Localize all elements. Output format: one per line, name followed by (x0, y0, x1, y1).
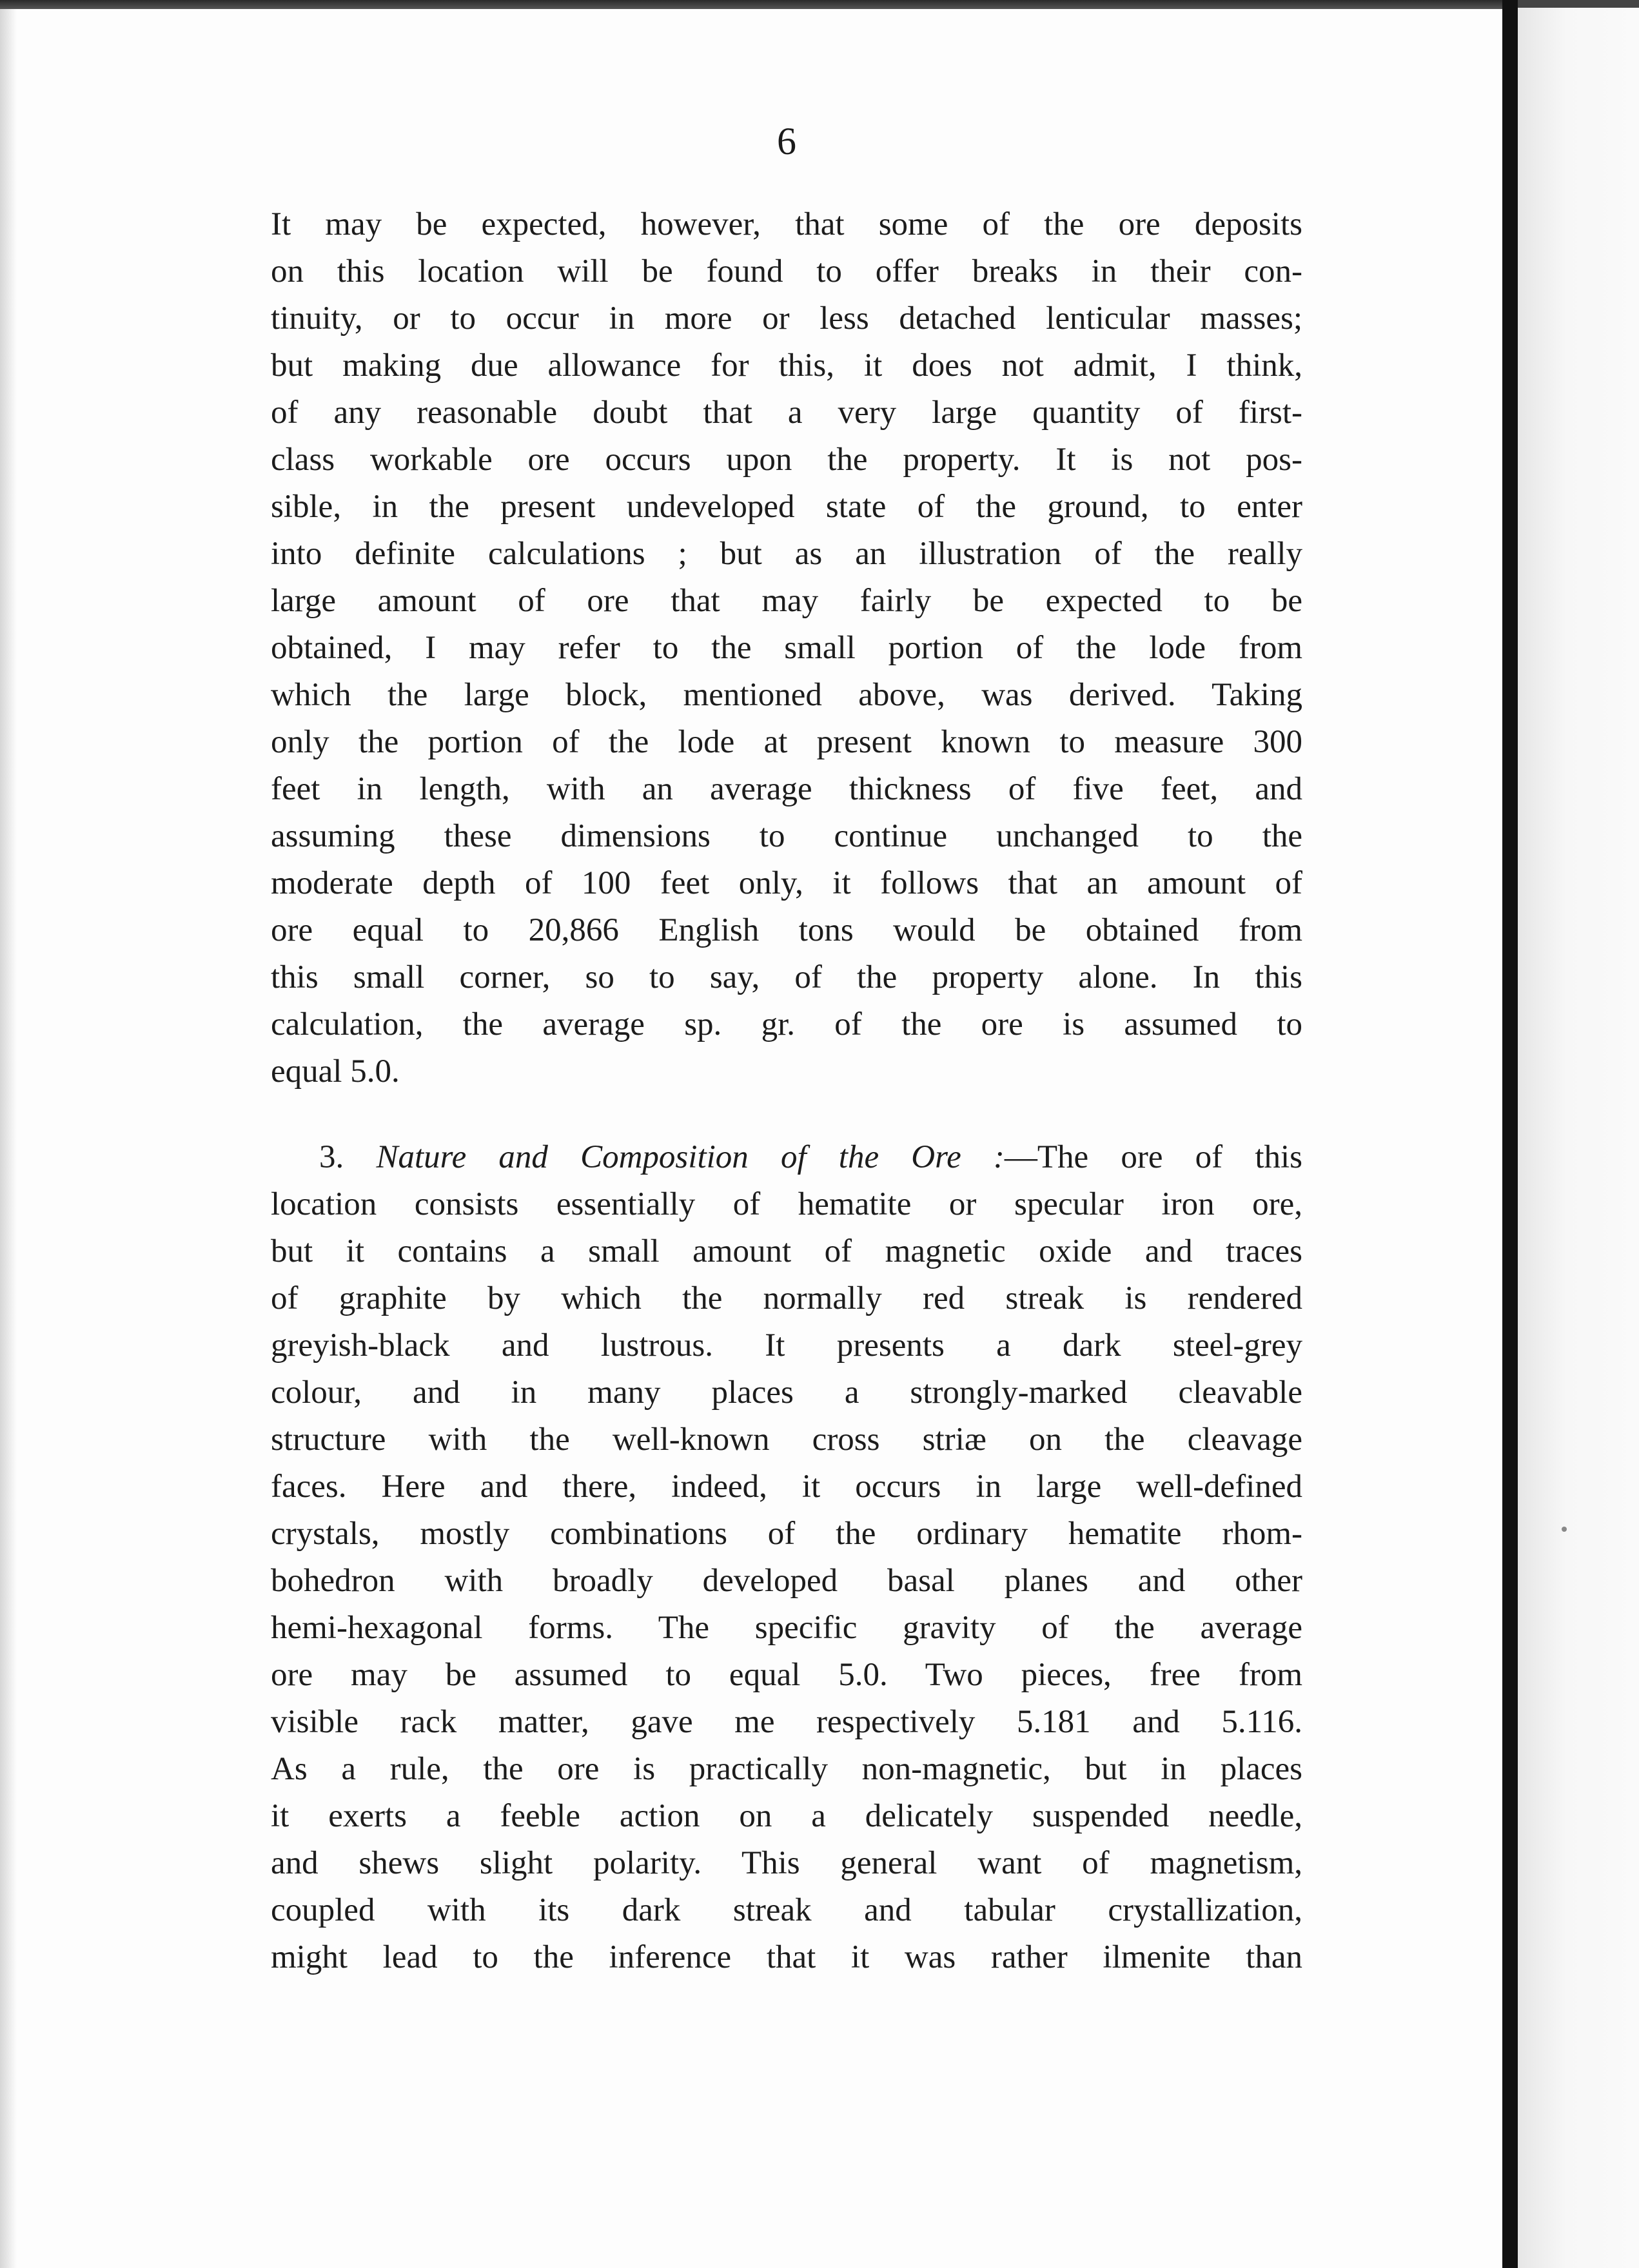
facing-page-top-edge (1518, 0, 1639, 8)
text-line: large amount of ore that may fairly be expected to be (271, 583, 1302, 619)
text-line: on this location will be found to offer breaks in their con- (271, 253, 1302, 289)
paragraph-ore-quantity (271, 201, 1302, 1095)
text-line: feet in length, with an average thickness of five feet, and (271, 771, 1302, 807)
text-line: greyish-black and lustrous. It presents a dark steel-grey (271, 1327, 1302, 1364)
text-line: location consists essentially of hematite or specular iron ore, (271, 1186, 1302, 1222)
text-line: obtained, I may refer to the small portion of the lode from (271, 630, 1302, 666)
text-line: calculation, the average sp. gr. of the ore is assumed to (271, 1006, 1302, 1042)
text-line: colour, and in many places a strongly-marked cleavable (271, 1374, 1302, 1411)
text-line: it exerts a feeble action on a delicately suspended needle, (271, 1798, 1302, 1834)
text-line: ore equal to 20,866 English tons would be obtained from (271, 912, 1302, 948)
text-line: structure with the well-known cross striæ on the cleavage (271, 1422, 1302, 1458)
text-line: into definite calculations ; but as an illustration of the really (271, 536, 1302, 572)
scan-speck (1562, 1527, 1567, 1532)
text-line: hemi-hexagonal forms. The specific gravity of the average (271, 1610, 1302, 1646)
text-line: but making due allowance for this, it does not admit, I think, (271, 347, 1302, 384)
left-page-shadow (0, 0, 17, 2268)
top-scan-edge (0, 0, 1502, 9)
text-line: of graphite by which the normally red streak is rendered (271, 1280, 1302, 1316)
text-line: ore may be assumed to equal 5.0. Two pieces, free from (271, 1657, 1302, 1693)
section-heading-line (271, 1134, 1302, 1181)
section-title: Nature and Composition of the Ore : (376, 1139, 1005, 1175)
facing-page-margin (1518, 0, 1639, 2268)
text-line: and shews slight polarity. This general want of magnetism, (271, 1845, 1302, 1881)
text-line: this small corner, so to say, of the property alone. In this (271, 959, 1302, 995)
text-line: faces. Here and there, indeed, it occurs in large well-defined (271, 1469, 1302, 1505)
text-line: sible, in the present undeveloped state of the ground, to enter (271, 489, 1302, 525)
text-line: visible rack matter, gave me respectively 5.181 and 5.116. (271, 1704, 1302, 1740)
text-line: which the large block, mentioned above, was derived. Taking (271, 677, 1302, 713)
text-line: class workable ore occurs upon the property. It is not pos- (271, 442, 1302, 478)
text-line: assuming these dimensions to continue unchanged to the (271, 818, 1302, 854)
text-line: moderate depth of 100 feet only, it follows that an amount of (271, 865, 1302, 901)
binding-edge (1502, 0, 1518, 2268)
page-number: 6 (777, 120, 796, 162)
section-number: 3. (319, 1139, 344, 1175)
text-line: It may be expected, however, that some of the ore deposits (271, 206, 1302, 242)
text-line: of any reasonable doubt that a very large quantity of first- (271, 395, 1302, 431)
text-line: coupled with its dark streak and tabular crystallization, (271, 1892, 1302, 1928)
text-line: crystals, mostly combinations of the ordinary hematite rhom- (271, 1516, 1302, 1552)
section-heading-continuation: —The ore of this (1004, 1139, 1303, 1175)
text-line: As a rule, the ore is practically non-magnetic, but in places (271, 1751, 1302, 1787)
text-line: equal 5.0. (271, 1053, 400, 1090)
text-line: tinuity, or to occur in more or less detached lenticular masses; (271, 300, 1302, 337)
paragraph-ore-composition (271, 1134, 1302, 1981)
text-line: only the portion of the lode at present known to measure 300 (271, 724, 1302, 760)
text-line: bohedron with broadly developed basal planes and other (271, 1563, 1302, 1599)
text-line: but it contains a small amount of magnetic oxide and traces (271, 1233, 1302, 1269)
text-line: might lead to the inference that it was rather ilmenite than (271, 1939, 1302, 1975)
